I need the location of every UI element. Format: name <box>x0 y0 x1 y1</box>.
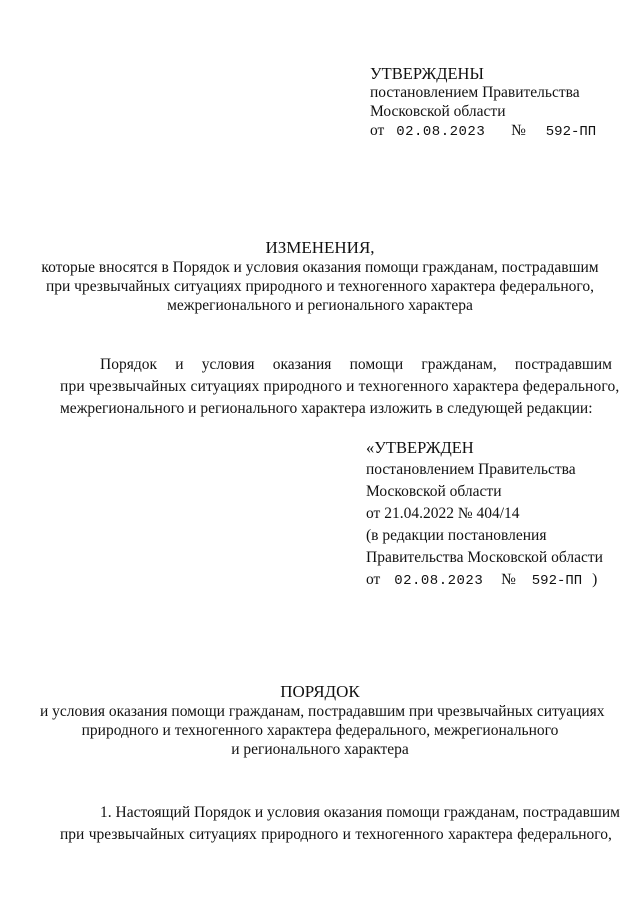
word: пострадавшим <box>514 356 612 373</box>
approval-date-line <box>366 569 636 592</box>
order-heading: ПОРЯДОК <box>280 682 360 701</box>
word: оказания <box>272 356 332 373</box>
changes-heading: ИЗМЕНЕНИЯ, <box>265 238 375 257</box>
date-prefix: от <box>366 571 381 588</box>
number-sign: № <box>511 122 526 139</box>
intro-line-1 <box>60 354 612 376</box>
word: помощи <box>349 356 404 373</box>
approval-heading: УТВЕРЖДЕНЫ <box>370 64 484 83</box>
word: при <box>60 826 85 843</box>
word: и <box>342 826 351 843</box>
approval-block-top <box>370 64 630 142</box>
word: условия <box>201 356 255 373</box>
intro-paragraph <box>60 354 620 420</box>
word: характера <box>448 826 513 843</box>
word: гражданам, <box>421 356 497 373</box>
approval-date: 02.08.2023 <box>394 573 484 589</box>
order-subtitle-line: природного и техногенного характера федерального, межрегионального <box>81 722 559 739</box>
approval-heading: «УТВЕРЖДЕН <box>366 438 474 457</box>
intro-line-2: при чрезвычайных ситуациях природного и техногенного характера федерального, <box>60 378 620 395</box>
order-subtitle-line: и условия оказания помощи гражданам, пострадавшим при чрезвычайных ситуациях <box>40 703 605 720</box>
changes-subtitle-line: при чрезвычайных ситуациях природного и техногенного характера федерального, <box>45 278 595 295</box>
word: федерального, <box>517 826 612 843</box>
approval-line: от 21.04.2022 № 404/14 <box>366 505 520 522</box>
word: ситуациях <box>189 826 257 843</box>
approval-line: Правительства Московской области <box>366 549 603 566</box>
approval-line: постановлением Правительства <box>366 461 576 478</box>
approval-number: 592-ПП <box>531 573 583 589</box>
changes-subtitle-line: которые вносятся в Порядок и условия оказания помощи гражданам, пострадавшим <box>41 259 599 276</box>
word: техногенного <box>355 826 444 843</box>
changes-title <box>40 238 600 315</box>
order-subtitle-line: и регионального характера <box>231 741 409 758</box>
approval-date: 02.08.2023 <box>396 124 486 140</box>
order-title <box>40 682 605 759</box>
approval-number: 592-ПП <box>545 124 597 140</box>
approval-line: Московской области <box>366 483 502 500</box>
approval-block-mid <box>366 437 636 592</box>
approval-line: (в редакции постановления <box>366 527 547 544</box>
point-1-paragraph <box>60 802 620 846</box>
word: природного <box>261 826 339 843</box>
word: Порядок <box>100 356 157 373</box>
word: чрезвычайных <box>88 826 185 843</box>
changes-subtitle-line: межрегионального и регионального характера <box>167 297 473 314</box>
closing-paren: ) <box>592 571 598 588</box>
number-sign: № <box>501 571 516 588</box>
word: и <box>175 356 184 373</box>
date-prefix: от <box>370 122 385 139</box>
approval-line: постановлением Правительства <box>370 84 580 101</box>
intro-line-3: межрегионального и регионального характера изложить в следующей редакции: <box>60 400 593 417</box>
point-1-line-2 <box>60 824 612 846</box>
point-1-line-1: 1. Настоящий Порядок и условия оказания помощи гражданам, пострадавшим <box>100 804 620 821</box>
approval-line: Московской области <box>370 103 506 120</box>
approval-date-line <box>370 121 630 142</box>
